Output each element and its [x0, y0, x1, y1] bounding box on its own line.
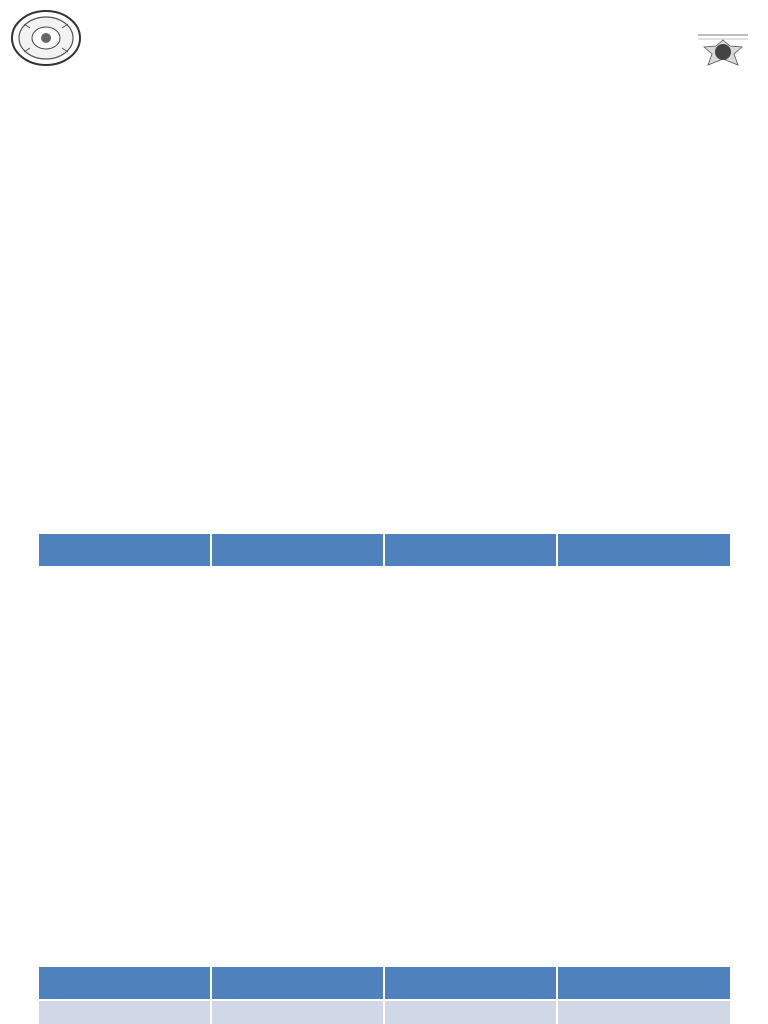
column-header-author: [39, 534, 211, 566]
column-header-title: [384, 967, 557, 1000]
nba-logo-icon: [686, 14, 760, 70]
literary-review-table-2: [39, 967, 730, 1024]
table-cell: [211, 1000, 384, 1024]
table-cell: [39, 1000, 211, 1024]
naac-emblem-icon: [704, 40, 742, 65]
table-body-2: [39, 1000, 730, 1024]
column-header-methodology: [557, 967, 730, 1000]
accreditation-logos: [686, 6, 760, 70]
institution-header: [0, 0, 768, 72]
table-header-row: [39, 967, 730, 1000]
table-row: [39, 1000, 730, 1024]
literary-review-table: [39, 534, 730, 566]
column-header-author: [39, 967, 211, 1000]
table-cell: [384, 1000, 557, 1024]
column-header-journal: [211, 967, 384, 1000]
column-header-title: [384, 534, 557, 566]
institute-emblem-icon: [10, 10, 82, 66]
column-header-methodology: [557, 534, 730, 566]
table-header-row: [39, 534, 730, 566]
table-cell: [557, 1000, 730, 1024]
column-header-journal: [211, 534, 384, 566]
